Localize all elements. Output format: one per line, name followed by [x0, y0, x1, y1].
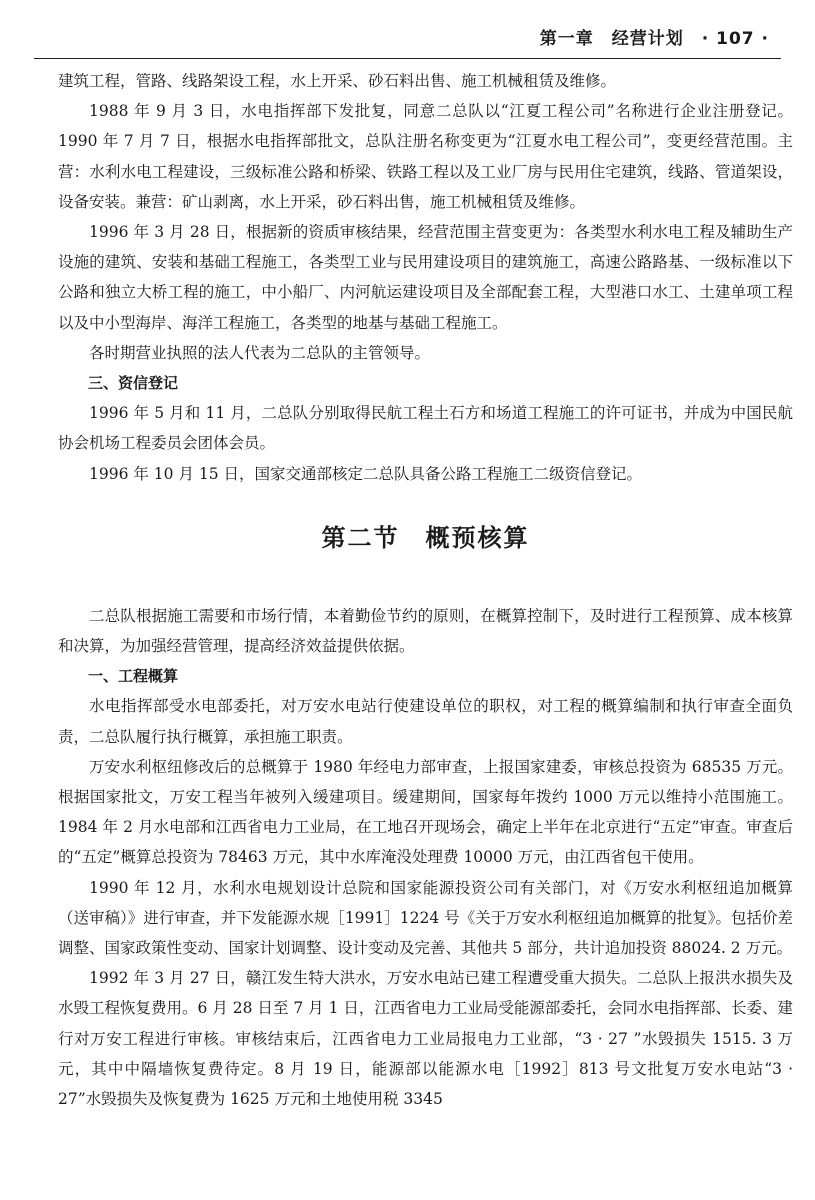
page-content: [58, 66, 793, 1114]
paragraph-legal-rep: 各时期营业执照的法人代表为二总队的主管领导。: [89, 343, 431, 362]
paragraph-intro: 二总队根据施工需要和市场行情，本着勤俭节约的原则，在概算控制下，及时进行工程预算、成本核算和决算，为加强经营管理，提高经济效益提供依据。: [58, 606, 793, 656]
subheading-credit-registration: 三、资信登记: [88, 374, 179, 393]
section-title: 第二节 概预核算: [321, 523, 530, 552]
paragraph-1996-scope: 1996 年 3 月 28 日，根据新的资质审核结果，经营范围主营变更为：各类型水利水电工程及辅助生产设施的建筑、安装和基础工程施工，各类型工业与民用建设项目的建筑施工，高速公路路基、一级标准以下公路和独立大桥工程的施工，中小船厂、内河航运建设项目及全部配套工程，大型港口水工、土建单项工程以及中小型海岸、海洋工程施工，各类型的地基与基础工程施工。: [58, 223, 793, 332]
subheading-engineering-budget: 一、工程概算: [88, 667, 179, 686]
paragraph-entrust: 水电指挥部受水电部委托，对万安水电站行使建设单位的职权，对工程的概算编制和执行审查全面负责，二总队履行执行概算，承担施工职责。: [58, 697, 793, 746]
running-header: [0, 14, 815, 54]
paragraph-1992-flood: 1992 年 3 月 27 日，赣江发生特大洪水，万安水电站已建工程遭受重大损失。二总队上报洪水损失及水毁工程恢复费用。6 月 28 日至 7 月 1 日，江西省电力工业局受能源部委托，会同水电指挥部、长委、建行对万安工程进行审核。审核结束后，江西省电力工业局报电力工业部，“3 · 27 ”水毁损失 1515. 3 万元，其中中隔墙恢复费待定。8 月 19 日，能源部以能源水电［1992］813 号文批复万安水电站“3 · 27”水毁损失及恢复费为 1625 万元和土地使用税 3345: [58, 969, 793, 1109]
paragraph-1996-license: 1996 年 5 月和 11 月，二总队分别取得民航工程土石方和场道工程施工的许可证书，并成为中国民航协会机场工程委员会团体会员。: [58, 404, 793, 453]
paragraph-1988: 1988 年 9 月 3 日，水电指挥部下发批复，同意二总队以“江夏工程公司”名称进行企业注册登记。1990 年 7 月 7 日，根据水电指挥部批文，总队注册名称变更为“江夏水电工程公司”，变更经营范围。主营：水利水电工程建设，三级标准公路和桥梁、铁路工程以及工业厂房与民用住宅建筑，线路、管道架设，设备安装。兼营：矿山剥离，水上开采，砂石料出售，施工机械租赁及维修。: [58, 102, 793, 211]
paragraph-wanan-budget: 万安水利枢纽修改后的总概算于 1980 年经电力部审查，上报国家建委，审核总投资为 68535 万元。根据国家批文，万安工程当年被列入缓建项目。缓建期间，国家每年拨约 1000 万元以维持小范围施工。1984 年 2 月水电部和江西省电力工业局，在工地召开现场会，确定上半年在北京进行“五定”审查。审查后的“五定”概算总投资为 78463 万元，其中水库淹没处理费 10000 万元，由江西省包干使用。: [58, 757, 793, 867]
header-rule: [34, 58, 781, 59]
paragraph-1990-review: 1990 年 12 月，水利水电规划设计总院和国家能源投资公司有关部门，对《万安水利枢纽追加概算（送审稿）》进行审查，并下发能源水规［1991］1224 号《关于万安水利枢纽追加概算的批复》。包括价差调整、国家政策性变动、国家计划调整、设计变动及完善、其他共 5 部分，共计追加投资 88024. 2 万元。: [58, 878, 793, 958]
paragraph-1996-credit: 1996 年 10 月 15 日，国家交通部核定二总队具备公路工程施工二级资信登记。: [89, 464, 643, 483]
header-chapter-page: 第一章 经营计划 · 107 ·: [539, 29, 769, 49]
paragraph-continued: 建筑工程，管路、线路架设工程，水上开采、砂石料出售、施工机械租赁及维修。: [58, 72, 617, 90]
